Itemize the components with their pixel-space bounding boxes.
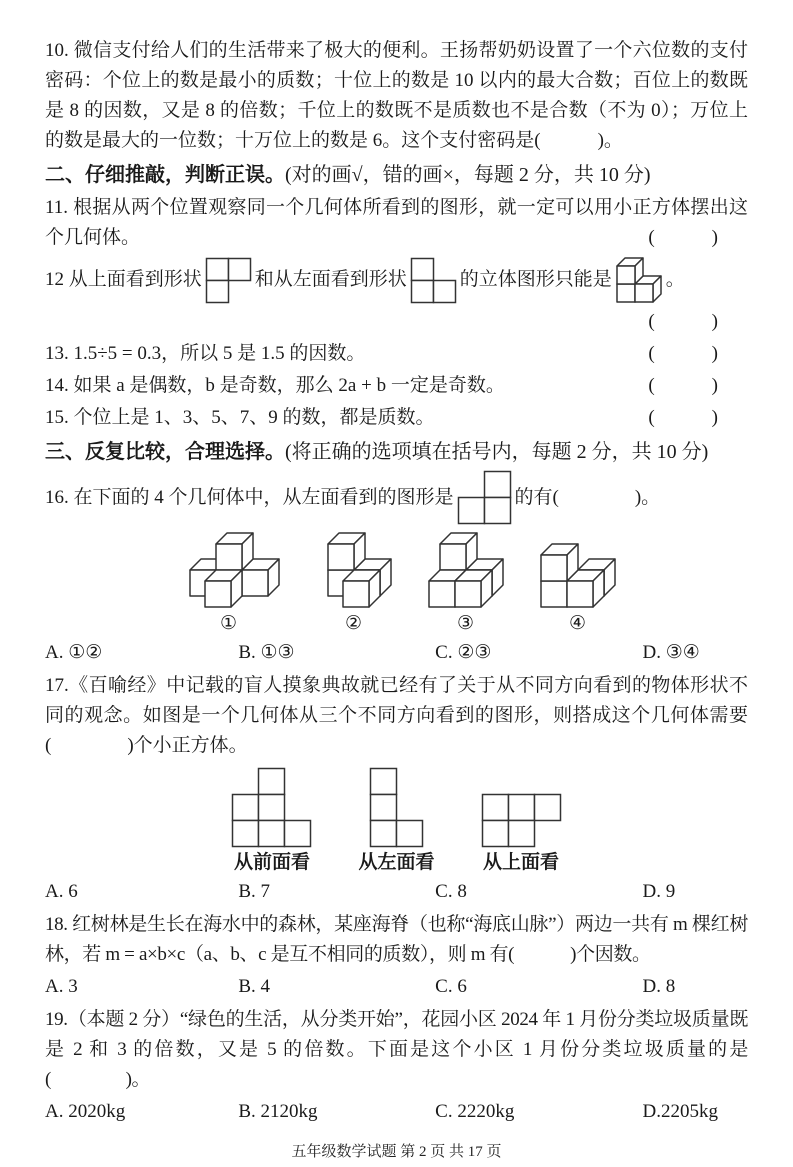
question-14-text: 14. 如果 a 是偶数，b 是奇数，那么 2a + b 一定是奇数。 <box>45 375 505 396</box>
q17-option-c: C. 8 <box>435 881 467 902</box>
section-3-note: (将正确的选项填在括号内，每题 2 分，共 10 分) <box>285 441 709 463</box>
question-19: 19.（本题 2 分）“绿色的生活，从分类开始”，花园小区 2024 年 1 月份分类垃圾质量既是 2 和 3 的倍数，又是 5 的倍数。下面是这个小区 1 月份分类垃圾质量的是( )。 <box>45 1009 748 1090</box>
top-view-shape <box>481 793 562 848</box>
q16-option-c: C. ②③ <box>435 642 492 663</box>
q16-figure-2 <box>315 531 393 636</box>
question-12-text-2: 和从左面看到形状 <box>254 269 407 290</box>
question-10: 10. 微信支付给人们的生活带来了极大的便利。王扬帮奶奶设置了一个六位数的支付密码：个位上的数是最小的质数；十位上的数是 10 以内的最大合数；百位上的数既是 8 的因数，又是 8 的倍数；千位上的数既不是质数也不是合数（不为 0）；万位上的数是最大的一位数；十万位上的数是 6。这个支付密码是( )。 <box>45 40 748 151</box>
question-11-text: 11. 根据从两个位置观察同一个几何体所看到的图形，就一定可以用小正方体摆出这个几何体。 <box>45 197 748 248</box>
cube-figure-1 <box>177 531 281 609</box>
question-17: 17.《百喻经》中记载的盲人摸象典故就已经有了关于从不同方向看到的物体形状不同的观念。如图是一个几何体从三个不同方向看到的图形，则搭成这个几何体需要( )个小正方体。 <box>45 675 748 756</box>
q18-option-c: C. 6 <box>435 976 467 997</box>
q12-top-view-shape <box>205 257 252 304</box>
section-3-heading <box>45 437 748 467</box>
q17-view-top <box>481 793 562 874</box>
section-2-note: (对的画√，错的画×，每题 2 分，共 10 分) <box>285 164 651 186</box>
q18-option-d: D. 8 <box>642 976 676 997</box>
section-3-title: 三、反复比较，合理选择。 <box>45 441 285 463</box>
question-16 <box>45 470 748 525</box>
question-16-text-1: 16. 在下面的 4 个几何体中，从左面看到的图形是 <box>45 486 454 508</box>
q18-options <box>45 972 748 1002</box>
q19-options <box>45 1097 748 1127</box>
q16-option-d: D. ③④ <box>642 642 700 663</box>
question-14 <box>45 371 748 401</box>
q18-option-a: A. 3 <box>45 976 78 997</box>
q19-option-b: B. 2120kg <box>238 1101 318 1122</box>
question-11-answer-bracket: ( ) <box>648 227 718 248</box>
q17-views <box>45 767 748 874</box>
question-15 <box>45 403 748 433</box>
figure-2-label: ② <box>344 613 363 634</box>
question-12-text-1: 12 从上面看到形状 <box>45 269 202 290</box>
q16-figure-1 <box>177 531 281 636</box>
q19-option-c: C. 2220kg <box>435 1101 515 1122</box>
q16-option-a: A. ①② <box>45 642 103 663</box>
q17-view-left <box>358 767 434 874</box>
figure-1-label: ① <box>219 613 238 634</box>
figure-4-label: ④ <box>568 613 587 634</box>
front-view-label: 从前面看 <box>233 852 310 873</box>
front-view-shape <box>231 767 312 848</box>
q18-option-b: B. 4 <box>238 976 270 997</box>
q16-options <box>45 638 748 668</box>
question-11 <box>45 193 748 253</box>
q16-figures <box>45 531 748 636</box>
figure-3-label: ③ <box>456 613 475 634</box>
exam-page <box>45 36 748 1167</box>
top-view-label: 从上面看 <box>482 852 559 873</box>
q16-left-view-shape <box>457 470 512 525</box>
section-2-title: 二、仔细推敲，判断正误。 <box>45 164 285 186</box>
page-footer: 五年级数学试题 第 2 页 共 17 页 <box>291 1144 502 1160</box>
q17-options <box>45 877 748 907</box>
q12-solid-figure <box>615 256 663 304</box>
question-18: 18. 红树林是生长在海水中的森林，某座海脊（也称“海底山脉”）两边一共有 m 棵红树林，若 m = a×b×c（a、b、c 是互不相同的质数），则 m 有( )个因数。 <box>45 914 748 965</box>
question-13-answer-bracket: ( ) <box>648 343 718 364</box>
question-13 <box>45 339 748 369</box>
question-12 <box>45 256 748 304</box>
q12-left-view-shape <box>410 257 457 304</box>
cube-figure-4 <box>539 531 617 609</box>
question-15-text: 15. 个位上是 1、3、5、7、9 的数，都是质数。 <box>45 407 435 428</box>
q16-figure-4 <box>539 531 617 636</box>
question-12-answer-bracket: ( ) <box>648 311 718 332</box>
q17-option-a: A. 6 <box>45 881 78 902</box>
question-16-text-2: 的有( )。 <box>514 486 661 508</box>
q17-option-b: B. 7 <box>238 881 270 902</box>
q19-option-d: D.2205kg <box>642 1101 718 1122</box>
q19-option-a: A. 2020kg <box>45 1101 126 1122</box>
left-view-label: 从左面看 <box>358 852 435 873</box>
cube-figure-2 <box>315 531 393 609</box>
left-view-shape <box>369 767 424 848</box>
section-2-heading <box>45 160 748 190</box>
cube-figure-3 <box>427 531 505 609</box>
question-14-answer-bracket: ( ) <box>648 375 718 396</box>
q16-figure-3 <box>427 531 505 636</box>
question-12-text-3: 的立体图形只能是 <box>459 269 612 290</box>
q17-option-d: D. 9 <box>642 881 676 902</box>
q17-view-front <box>231 767 312 874</box>
question-13-text: 13. 1.5÷5 = 0.3，所以 5 是 1.5 的因数。 <box>45 343 366 364</box>
q16-option-b: B. ①③ <box>238 642 295 663</box>
question-12-text-4: 。 <box>665 269 685 290</box>
question-15-answer-bracket: ( ) <box>648 407 718 428</box>
